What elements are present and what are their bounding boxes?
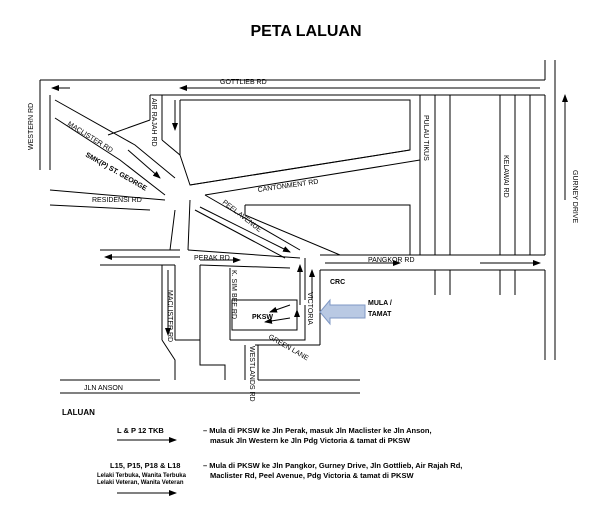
road-labels — [28, 79, 578, 402]
route2-sub-line2: Lelaki Veteran, Wanita Veteran — [97, 480, 184, 486]
route1-desc-line2: masuk Jln Western ke Jln Pdg Victoria & tamat di PKSW — [210, 436, 411, 445]
pulau-tikus-label: PULAU TIKUS — [422, 115, 429, 161]
perak-label: PERAK RD — [194, 255, 230, 262]
pangkor-label: PANGKOR RD — [368, 257, 415, 264]
residensi-label: RESIDENSI RD — [92, 197, 142, 204]
tamat-label: TAMAT — [368, 311, 392, 318]
westlands-label: WESTLANDS RD — [248, 346, 255, 402]
mula-label: MULA / — [368, 300, 392, 307]
crc-label: CRC — [330, 279, 346, 286]
legend-heading: LALUAN — [62, 408, 95, 417]
route1-label: L & P 12 TKB — [117, 426, 164, 435]
map-title: PETA LALUAN — [250, 23, 362, 40]
legend — [62, 408, 462, 493]
green-lane-label: GREEN LANE — [267, 333, 310, 363]
route2-desc-line1: – Mula di PKSW ke Jln Pangkor, Gurney Drive, Jln Gottlieb, Air Rajah Rd, — [203, 461, 463, 470]
route1-desc-line1: – Mula di PKSW ke Jln Perak, masuk Jln Maclister ke Jln Anson, — [203, 426, 432, 435]
gottlieb-label: GOTTLIEB RD — [220, 79, 267, 86]
pksw-arrow — [270, 305, 290, 312]
air-rajah-label: AIR RAJAH RD — [150, 98, 157, 147]
western-label: WESTERN RD — [28, 102, 35, 150]
sim-bee-label: K. SIM BEE RD — [230, 270, 237, 320]
route2-label: L15, P15, P18 & L18 — [110, 461, 181, 470]
road-network — [40, 60, 555, 393]
cantonment-label: CANTONMENT RD — [257, 178, 319, 194]
kelawai-label: KELAWAI RD — [502, 155, 509, 198]
maclister-arrow — [128, 150, 160, 178]
anson-label: JLN ANSON — [84, 385, 123, 392]
peel-avenue-label: PEEL AVENUE — [220, 199, 263, 234]
route2-sub-line1: Lelaki Terbuka, Wanita Terbuka — [97, 473, 186, 479]
pksw-label: PKSW — [252, 314, 273, 321]
route2-desc-line2: Maclister Rd, Peel Avenue, Pdg Victoria & tamat di PKSW — [210, 471, 414, 480]
smk-st-george-label: SMK(P) ST. GEORGE — [84, 151, 148, 193]
maclister-lower-label: MACLISTER RD — [166, 290, 173, 343]
victoria-label: VICTORIA — [306, 292, 313, 325]
maclister-upper-label: MACLISTER RD — [65, 120, 114, 155]
start-finish-arrow — [320, 300, 365, 324]
gurney-label: GURNEY DRIVE — [571, 170, 578, 224]
